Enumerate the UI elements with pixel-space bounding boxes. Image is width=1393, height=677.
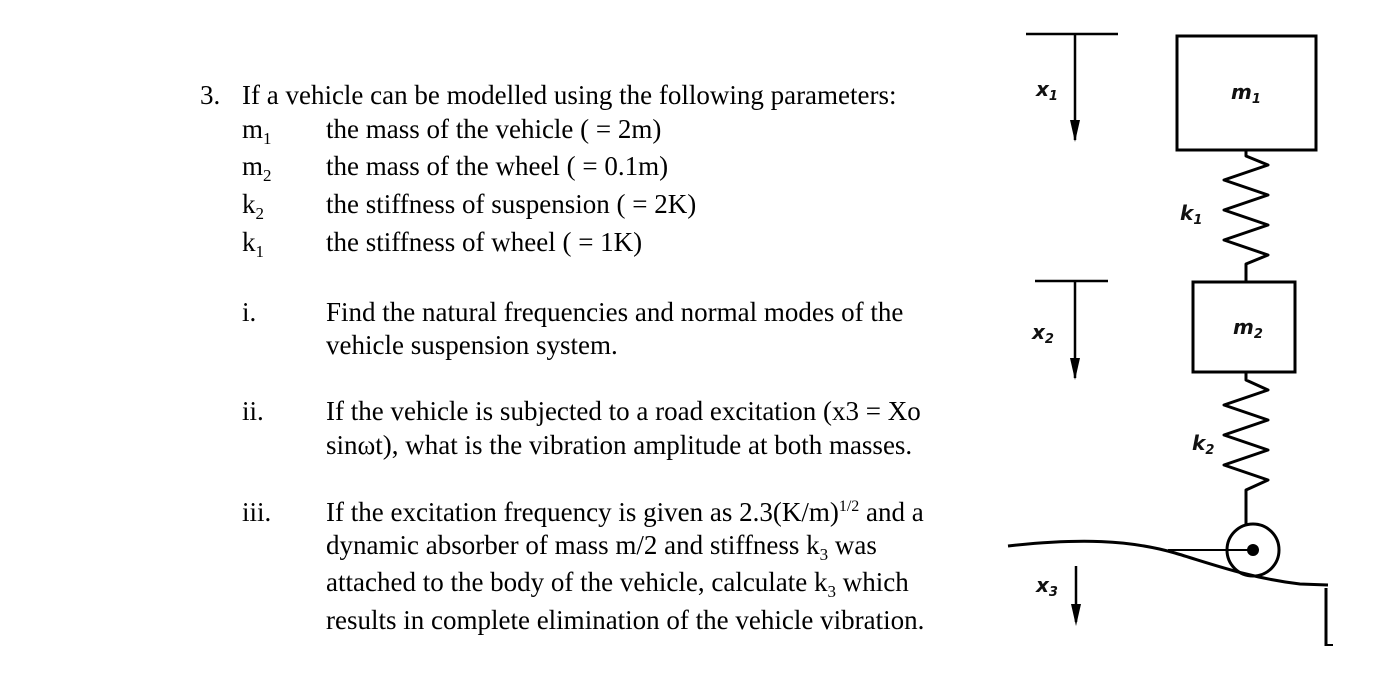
part-iii-line: If the excitation frequency is given as $2.3(K/m)^{1/2}$ and a (326, 497, 924, 527)
k1-label: $k_1$ (1180, 201, 1203, 228)
x2-label: $x_2$ (1032, 320, 1054, 347)
part-i-label: i. (242, 297, 257, 327)
m2-label: $m_2$ (1233, 315, 1263, 342)
spring-k2 (1224, 372, 1268, 524)
x2-displacement-arrow (1035, 281, 1108, 380)
part-ii-line: sinωt), what is the vibration amplitude at both masses. (326, 430, 913, 460)
spring-k1 (1224, 150, 1268, 282)
param-symbol: $m_2$ (242, 151, 272, 185)
part-iii-line: attached to the body of the vehicle, calculate $k_3$ which (326, 567, 909, 601)
part-i-line: vehicle suspension system. (326, 330, 618, 360)
param-symbol: $k_2$ (242, 189, 264, 223)
param-description: the stiffness of suspension ( = 2K) (326, 189, 697, 219)
part-iii-label: iii. (242, 497, 272, 527)
part-ii-line: If the vehicle is subjected to a road excitation (x3 = Xo (326, 396, 921, 426)
part-ii-label: ii. (242, 396, 264, 426)
param-description: the mass of the vehicle ( = 2m) (326, 114, 662, 144)
k2-label: $k_2$ (1192, 431, 1215, 458)
x3-label: $x_3$ (1036, 573, 1058, 600)
question-intro: If a vehicle can be modelled using the following parameters: (242, 80, 897, 110)
param-symbol: $k_1$ (242, 227, 264, 261)
part-iii-line: dynamic absorber of mass m/2 and stiffness $k_3$ was (326, 530, 877, 564)
m1-label: $m_1$ (1231, 80, 1261, 107)
param-symbol: $m_1$ (242, 114, 272, 148)
param-description: the mass of the wheel ( = 0.1m) (326, 151, 669, 181)
x1-label: $x_1$ (1036, 77, 1058, 104)
part-i-line: Find the natural frequencies and normal modes of the (326, 297, 904, 327)
param-description: the stiffness of wheel ( = 1K) (326, 227, 643, 257)
x3-displacement-arrow (1071, 566, 1081, 626)
question-number: 3. (200, 80, 221, 110)
part-iii-line: results in complete elimination of the vehicle vibration. (326, 605, 925, 635)
